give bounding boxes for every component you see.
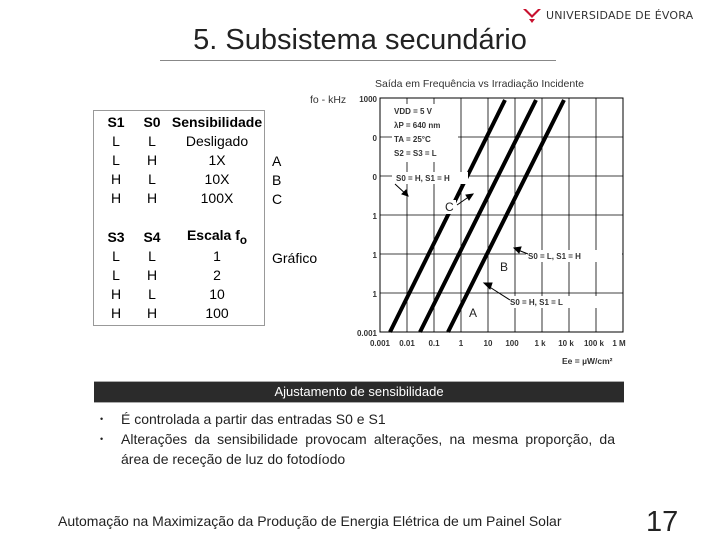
table-row	[95, 266, 267, 285]
list-item	[100, 409, 615, 429]
y-tick-label: 1	[372, 290, 377, 299]
side-label-c: C	[272, 191, 283, 207]
curve-label-hh: S0 = H, S1 = H	[396, 174, 450, 183]
bullet-list	[100, 409, 615, 469]
condition-line: λP = 640 nm	[394, 121, 441, 130]
x-tick-label: 0.01	[399, 339, 415, 348]
table-cell: H	[146, 267, 158, 284]
letter-c: C	[445, 200, 454, 214]
y-tick-labels	[357, 95, 378, 338]
x-tick-label: 0.1	[428, 339, 440, 348]
x-tick-label: 100 k	[583, 339, 605, 348]
header-cell-text: Escala f	[186, 227, 240, 243]
table-row	[95, 131, 267, 150]
section-bar: Ajustamento de sensibilidade	[94, 381, 624, 403]
x-tick-label: 10	[483, 339, 493, 348]
table-cell: 10	[209, 286, 225, 303]
x-tick-label: 1	[458, 339, 464, 348]
header-cell: S3	[107, 228, 125, 245]
table-cell: H	[146, 305, 158, 322]
table-row	[95, 169, 267, 188]
graph-title: Saída em Frequência vs Irradiação Incidente	[375, 78, 584, 90]
table-cell: 100X	[200, 189, 234, 206]
list-item-text: É controlada a partir das entradas S0 e S1	[121, 411, 386, 427]
table-cell: H	[146, 189, 158, 206]
side-label-b: B	[272, 172, 282, 188]
y-tick-label: 0.001	[356, 329, 377, 338]
table-cell: 10X	[204, 170, 230, 187]
x-tick-label: 0.001	[369, 339, 391, 348]
x-tick-label: 10 k	[558, 339, 574, 348]
table-cell: L	[112, 267, 120, 284]
x-tick-label: 100	[505, 339, 519, 348]
table-cell: L	[148, 248, 156, 265]
header-cell	[167, 227, 267, 247]
condition-line: VDD = 5 V	[394, 107, 433, 116]
header-subscript: o	[239, 233, 248, 247]
letter-b: B	[500, 260, 509, 274]
y-tick-label: 1000	[359, 95, 377, 104]
table-cell: L	[148, 170, 156, 187]
table-cell: 100	[205, 305, 229, 322]
title-underline	[160, 60, 556, 61]
table-header-row	[95, 227, 267, 247]
logo-text: UNIVERSIDADE DE ÉVORA	[546, 8, 694, 22]
curve-label-hl: S0 = H, S1 = L	[510, 298, 563, 307]
table-cell: 2	[213, 267, 221, 284]
table-cell: L	[112, 132, 120, 149]
header-cell: S0	[143, 113, 161, 130]
table-row	[95, 150, 267, 169]
y-tick-label: 1	[372, 251, 377, 260]
table-cell: Desligado	[185, 132, 249, 149]
table-cell: 1	[213, 248, 221, 265]
x-axis-label: Ee = µW/cm²	[562, 356, 613, 366]
y-axis-label: fo - kHz	[310, 94, 347, 106]
list-item	[100, 429, 615, 469]
x-tick-labels	[370, 339, 626, 348]
sensitivity-table	[95, 112, 267, 323]
table-cell: H	[110, 170, 122, 187]
table-cell: H	[110, 286, 122, 303]
table-cell: H	[146, 151, 158, 168]
footer-text: Automação na Maximização da Produção de Energia Elétrica de um Painel Solar	[58, 513, 562, 529]
page-number: 17	[646, 506, 679, 538]
x-tick-label: 1 M	[612, 339, 626, 348]
table-row	[95, 247, 267, 266]
letter-a: A	[469, 306, 478, 320]
condition-line: TA = 25°C	[394, 135, 431, 144]
bullet-dot-icon: •	[100, 434, 104, 444]
header-cell: Sensibilidade	[171, 113, 263, 130]
table-cell: H	[110, 305, 122, 322]
table-cell: 1X	[208, 151, 226, 168]
table-cell: L	[112, 248, 120, 265]
table-cell: H	[110, 189, 122, 206]
table-row	[95, 285, 267, 304]
table-row	[95, 304, 267, 323]
grafico-label: Gráfico	[272, 250, 318, 266]
y-tick-label: 0	[372, 173, 377, 182]
university-emblem-icon	[522, 6, 542, 24]
table-header-row	[95, 112, 267, 131]
frequency-graph	[300, 74, 630, 374]
y-tick-label: 0	[372, 134, 377, 143]
curve-label-lh: S0 = L, S1 = H	[528, 252, 581, 261]
table-cell: L	[148, 132, 156, 149]
page-title: 5. Subsistema secundário	[193, 24, 527, 56]
header-cell: S4	[143, 228, 161, 245]
list-item-text: Alterações da sensibilidade provocam alterações, na mesma proporção, da área de receção de luz do fotodíodo	[121, 431, 615, 467]
x-tick-label: 1 k	[534, 339, 546, 348]
condition-line: S2 = S3 = L	[394, 149, 437, 158]
table-cell: L	[148, 286, 156, 303]
table-cell: L	[112, 151, 120, 168]
university-logo	[522, 6, 693, 24]
y-tick-label: 1	[372, 212, 377, 221]
side-label-a: A	[272, 153, 282, 169]
spacer-row	[95, 207, 267, 227]
table-row	[95, 188, 267, 207]
header-cell: S1	[107, 113, 125, 130]
bullet-dot-icon: •	[100, 414, 104, 424]
